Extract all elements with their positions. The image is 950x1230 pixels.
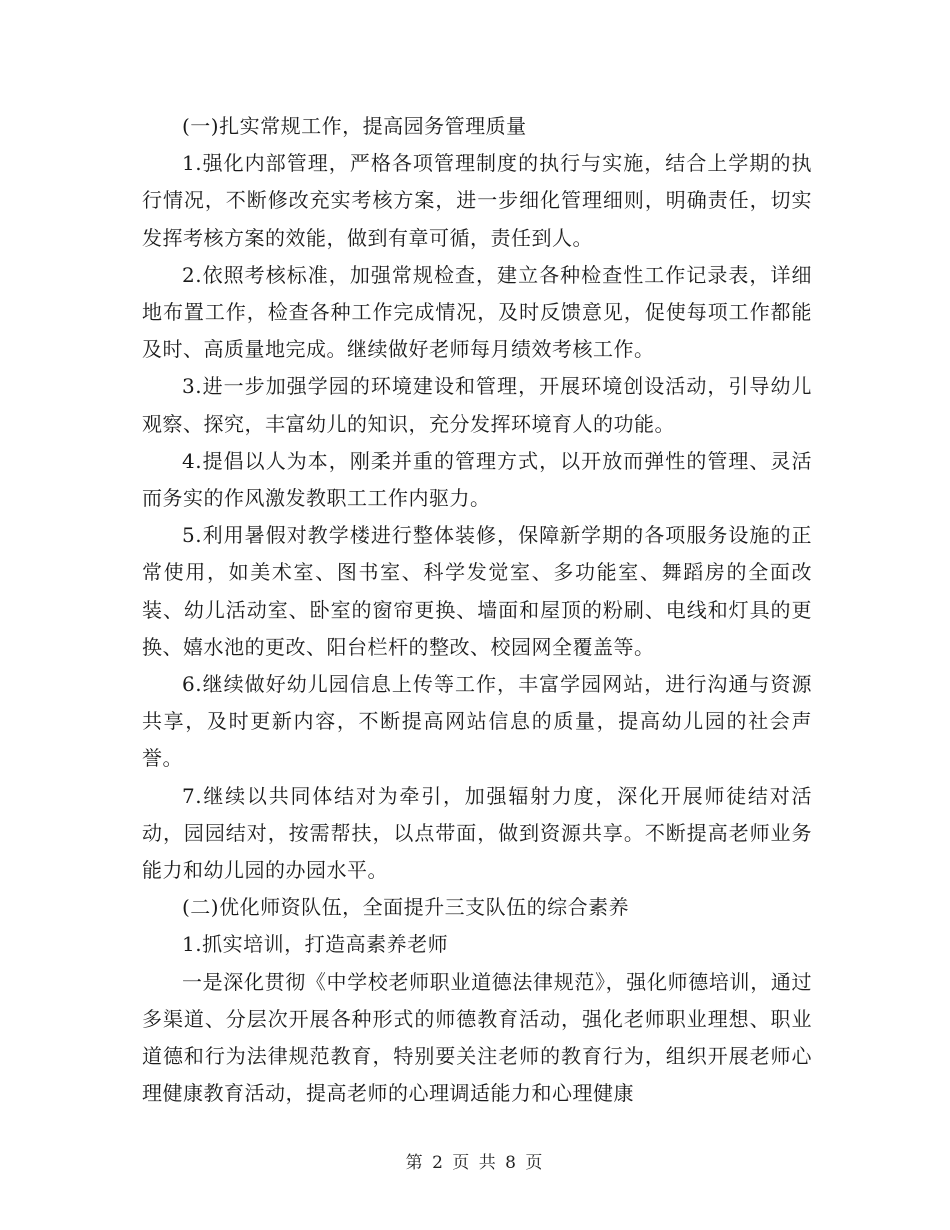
section-heading-2: (二)优化师资队伍，全面提升三支队伍的综合素养 xyxy=(182,895,630,920)
subsection-heading-1: 1.抓实培训，打造高素养老师 xyxy=(182,932,449,957)
paragraph-item-5: 5.利用暑假对教学楼进行整体装修，保障新学期的各项服务设施的正常使用，如美术室、图书室、科学发觉室、多功能室、舞蹈房的全面改装、幼儿活动室、卧室的窗帘更换、墙面和屋顶的粉刷、电线和灯具的更换、嬉水池的更改、阳台栏杆的整改、校园网全覆盖等。 xyxy=(142,523,812,659)
paragraph-item-4: 4.提倡以人为本，刚柔并重的管理方式，以开放而弹性的管理、灵活而务实的作风激发教职工工作内驱力。 xyxy=(142,448,812,511)
document-body xyxy=(142,108,812,1112)
paragraph-item-3: 3.进一步加强学园的环境建设和管理，开展环境创设活动，引导幼儿观察、探究，丰富幼儿的知识，充分发挥环境育人的功能。 xyxy=(142,374,812,436)
paragraph-item-6: 6.继续做好幼儿园信息上传等工作，丰富学园网站，进行沟通与资源共享，及时更新内容，不断提高网站信息的质量，提高幼儿园的社会声誉。 xyxy=(142,672,812,771)
paragraph-training: 一是深化贯彻《中学校老师职业道德法律规范》，强化师德培训，通过多渠道、分层次开展各种形式的师德教育活动，强化老师职业理想、职业道德和行为法律规范教育，特别要关注老师的教育行为，组织开展老师心理健康教育活动，提高老师的心理调适能力和心理健康 xyxy=(142,969,812,1106)
paragraph-item-2: 2.依照考核标准，加强常规检查，建立各种检查性工作记录表，详细地布置工作，检查各种工作完成情况，及时反馈意见，促使每项工作都能及时、高质量地完成。继续做好老师每月绩效考核工作。 xyxy=(142,262,812,362)
section-heading-1: (一)扎实常规工作，提高园务管理质量 xyxy=(182,114,527,138)
page-number-footer: 第 2 页 共 8 页 xyxy=(405,1153,545,1173)
paragraph-item-7: 7.继续以共同体结对为牵引，加强辐射力度，深化开展师徒结对活动，园园结对，按需帮扶，以点带面，做到资源共享。不断提高老师业务能力和幼儿园的办园水平。 xyxy=(142,783,812,883)
paragraph-item-1: 1.强化内部管理，严格各项管理制度的执行与实施，结合上学期的执行情况，不断修改充实考核方案，进一步细化管理细则，明确责任，切实发挥考核方案的效能，做到有章可循，责任到人。 xyxy=(142,151,812,250)
